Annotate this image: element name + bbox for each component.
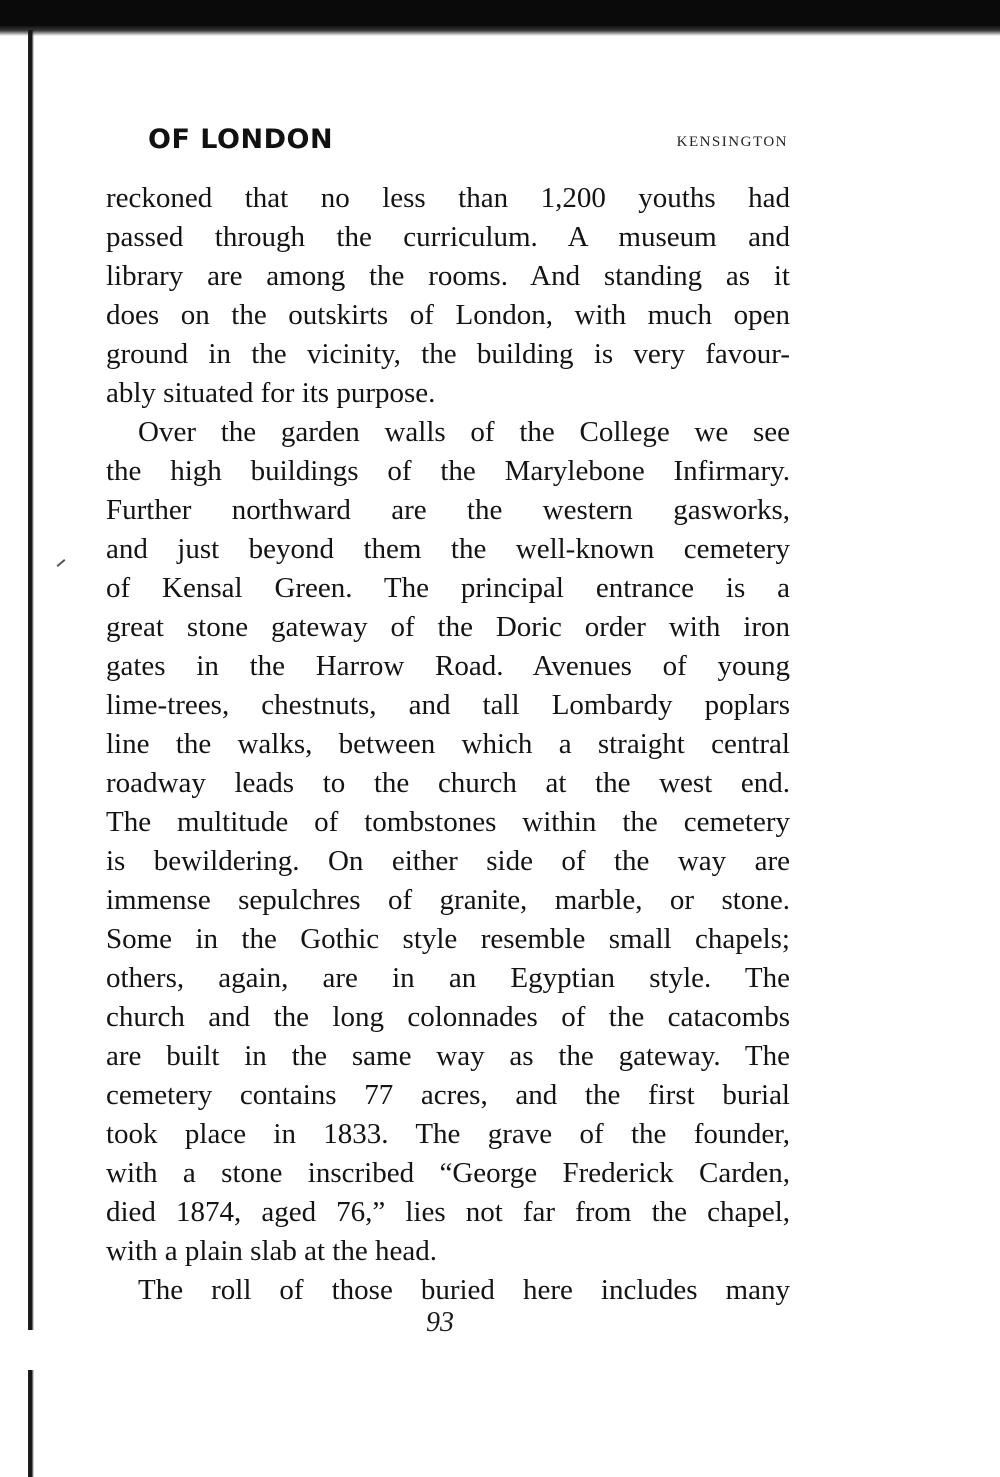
text-line: the high buildings of the Marylebone Infirmary. <box>106 455 790 487</box>
text-line: took place in 1833. The grave of the founder, <box>106 1118 790 1150</box>
text-line: does on the outskirts of London, with much open <box>106 299 790 331</box>
text-line: reckoned that no less than 1,200 youths had <box>106 182 790 214</box>
text-line: ably situated for its purpose. <box>106 377 436 409</box>
text-line: Some in the Gothic style resemble small chapels; <box>106 923 790 955</box>
text-line: others, again, are in an Egyptian style. The <box>106 962 790 994</box>
text-line: are built in the same way as the gateway. The <box>106 1040 790 1072</box>
running-head <box>148 124 788 164</box>
text-line: The roll of those buried here includes many <box>138 1274 790 1306</box>
text-line: is bewildering. On either side of the way are <box>106 845 790 877</box>
page-number: 93 <box>426 1307 454 1338</box>
text-line: ground in the vicinity, the building is very favour- <box>106 338 790 370</box>
text-line: Further northward are the western gasworks, <box>106 494 790 526</box>
text-line: gates in the Harrow Road. Avenues of young <box>106 650 790 682</box>
text-line: passed through the curriculum. A museum and <box>106 221 790 253</box>
text-line: Over the garden walls of the College we see <box>138 416 790 448</box>
text-line: with a stone inscribed “George Frederick Carden, <box>106 1157 790 1189</box>
scan-top-border <box>0 0 1000 36</box>
text-line: with a plain slab at the head. <box>106 1235 437 1267</box>
text-line: of Kensal Green. The principal entrance is a <box>106 572 790 604</box>
text-line: died 1874, aged 76,” lies not far from the chapel, <box>106 1196 790 1228</box>
running-head-title: OF LONDON <box>148 124 334 155</box>
text-line: library are among the rooms. And standing as it <box>106 260 790 292</box>
margin-pencil-mark <box>57 559 66 567</box>
text-line: immense sepulchres of granite, marble, or stone. <box>106 884 790 916</box>
text-line: cemetery contains 77 acres, and the first burial <box>106 1079 790 1111</box>
text-line: and just beyond them the well-known cemetery <box>106 533 790 565</box>
text-line: The multitude of tombstones within the cemetery <box>106 806 790 838</box>
text-line: great stone gateway of the Doric order with iron <box>106 611 790 643</box>
text-line: church and the long colonnades of the catacombs <box>106 1001 790 1033</box>
scan-left-edge <box>28 30 34 1477</box>
text-line: line the walks, between which a straight central <box>106 728 790 760</box>
running-head-section: KENSINGTON <box>676 134 788 150</box>
text-line: lime-trees, chestnuts, and tall Lombardy poplars <box>106 689 790 721</box>
text-line: roadway leads to the church at the west end. <box>106 767 790 799</box>
body-text <box>106 179 790 1310</box>
